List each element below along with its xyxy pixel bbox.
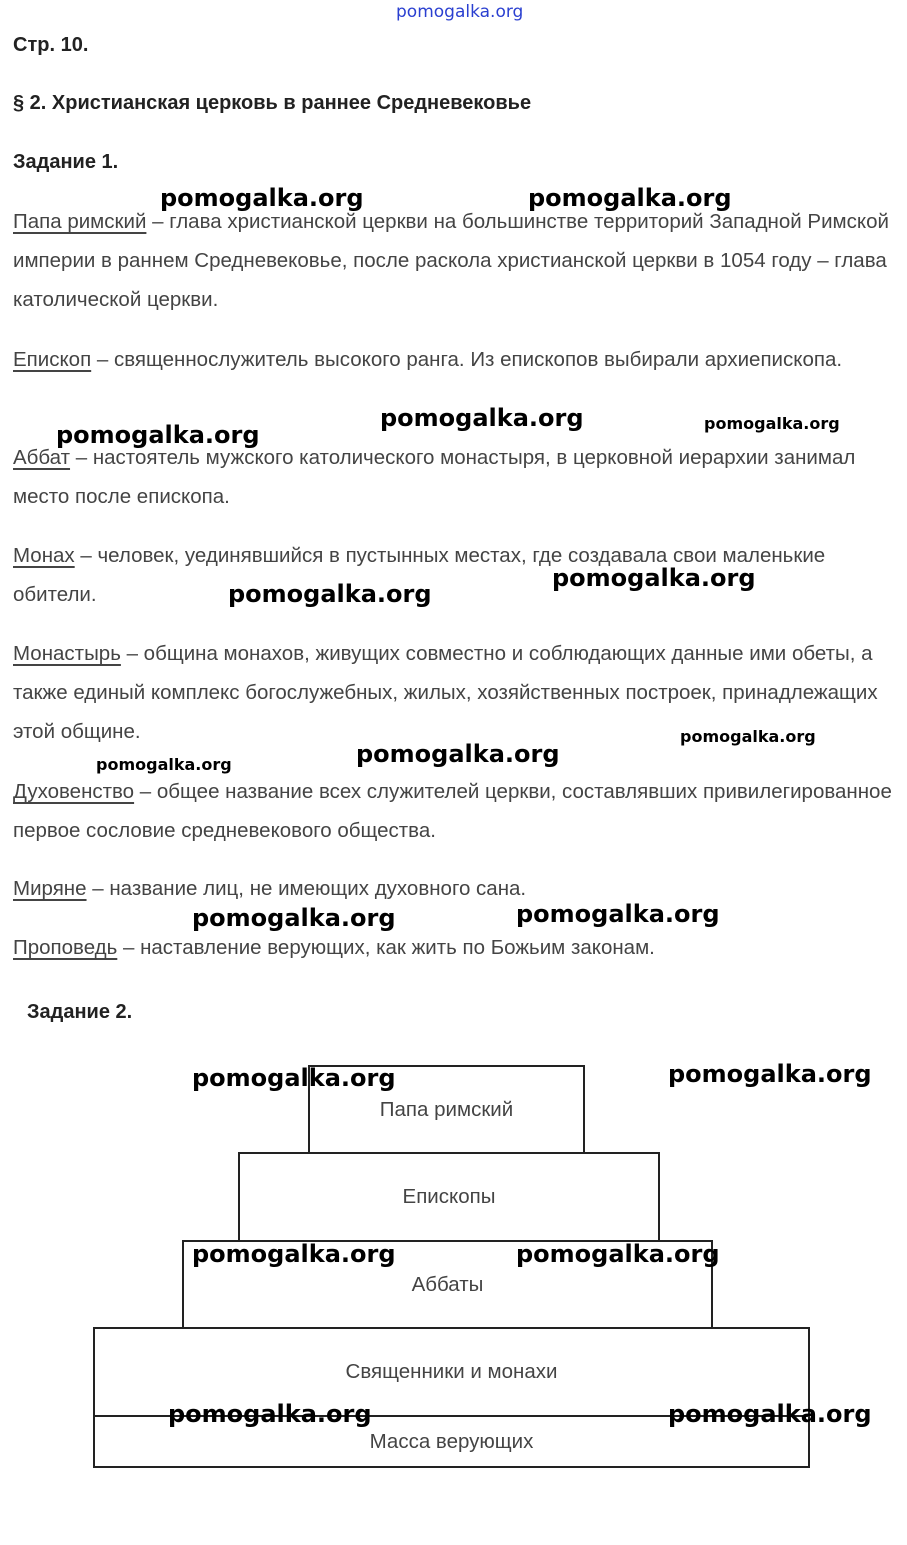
site-watermark-top: pomogalka.org [396,2,524,22]
definition-text: – наставление верующих, как жить по Божьим законам. [117,936,655,959]
watermark: pomogalka.org [192,1240,396,1268]
definition-item [13,438,903,516]
definition-item [13,202,903,319]
definition-item [13,869,903,908]
watermark: pomogalka.org [680,727,816,746]
section-title: § 2. Христианская церковь в раннее Средневековье [13,92,532,114]
pyramid-label: Аббаты [411,1273,484,1296]
definition-term: Аббат [13,446,71,469]
definition-term: Духовенство [13,780,135,803]
watermark: pomogalka.org [516,1240,720,1268]
pyramid-label: Масса верующих [369,1429,534,1453]
task2-title: Задание 2. [27,1001,133,1023]
page-label: Стр. 10. [13,34,89,56]
watermark: pomogalka.org [528,184,732,212]
definition-text: – глава христианской церкви на большинстве территорий Западной Римской империи в раннем Средневековье, после раскола христианской церкви в 1054 году – глава католической церкви. [13,210,889,311]
definition-item [13,928,903,967]
definition-text: – настоятель мужского католического монастыря, в церковной иерархии занимал место после епископа. [13,446,856,508]
pyramid-label: Папа римский [379,1097,514,1121]
definition-text: – община монахов, живущих совместно и соблюдающих данные ими обеты, а также единый комплекс богослужебных, жилых, хозяйственных построек, принадлежащих этой общине. [13,642,878,743]
watermark: pomogalka.org [356,740,560,768]
watermark: pomogalka.org [96,755,232,774]
watermark: pomogalka.org [668,1060,872,1088]
pyramid-label: Священники и монахи [345,1360,558,1383]
definition-term: Папа римский [13,210,147,233]
watermark: pomogalka.org [228,580,432,608]
definition-text: – название лиц, не имеющих духовного сана. [86,877,527,900]
definition-item [13,536,903,614]
watermark: pomogalka.org [192,904,396,932]
definition-term: Миряне [13,877,87,900]
watermark: pomogalka.org [516,900,720,928]
pyramid-label: Епископы [402,1185,496,1208]
definition-item [13,772,903,850]
watermark: pomogalka.org [168,1400,372,1428]
watermark: pomogalka.org [160,184,364,212]
task1-title: Задание 1. [13,151,119,173]
definition-text: – священнослужитель высокого ранга. Из епископов выбирали архиепископа. [91,348,843,371]
definition-text: – общее название всех служителей церкви, составлявших привилегированное первое сословие средневекового общества. [13,780,892,842]
definition-term: Монах [13,544,75,567]
definition-term: Проповедь [13,936,118,959]
definition-item [13,340,903,379]
watermark: pomogalka.org [380,404,584,432]
watermark: pomogalka.org [192,1064,396,1092]
definition-text: – человек, уединявшийся в пустынных местах, где создавала свои маленькие обители. [13,544,826,606]
watermark: pomogalka.org [552,564,756,592]
watermark: pomogalka.org [56,421,260,449]
watermark: pomogalka.org [668,1400,872,1428]
pyramid-level-bishops [238,1152,660,1242]
definition-term: Епископ [13,348,92,371]
watermark: pomogalka.org [704,414,840,433]
definition-term: Монастырь [13,642,121,665]
